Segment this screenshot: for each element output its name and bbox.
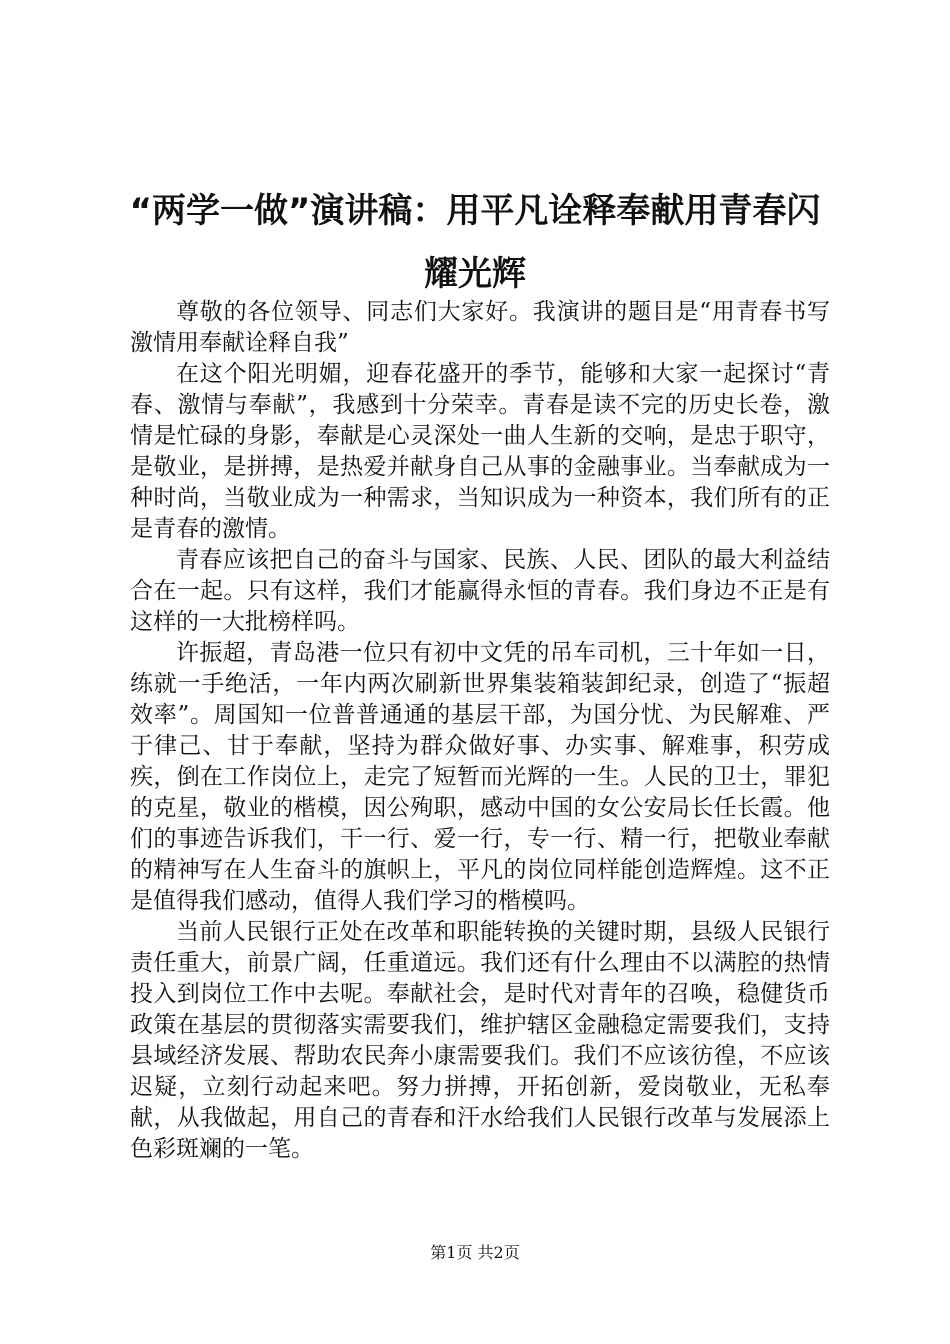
page-number: 第1页 共2页: [430, 1243, 520, 1262]
paragraph-greeting: 尊敬的各位领导、同志们大家好。我演讲的题目是“用青春书写激情用奉献诠释自我”: [130, 299, 830, 356]
paragraph-introduction: 在这个阳光明媚，迎春花盛开的季节，能够和大家一起探讨“青春、激情与奉献”，我感到十分荣幸。青春是读不完的历史长卷，激情是忙碌的身影，奉献是心灵深处一曲人生新的交响，是忠于职守，是敬业，是拼搏，是热爱并献身自己从事的金融事业。当奉献成为一种时尚，当敬业成为一种需求，当知识成为一种资本，我们所有的正是青春的激情。: [130, 361, 830, 542]
paragraph-role-models: 许振超，青岛港一位只有初中文凭的吊车司机，三十年如一日，练就一手绝活，一年内两次刷新世界集装箱装卸纪录，创造了“振超效率”。周国知一位普普通通的基层干部，为国分忧、为民解难、严于律己、甘于奉献，坚持为群众做好事、办实事、解难事，积劳成疾，倒在工作岗位上，走完了短暂而光辉的一生。人民的卫士，罪犯的克星，敬业的楷模，因公殉职，感动中国的女公安局长任长霞。他们的事迹告诉我们，干一行、爱一行，专一行、精一行，把敬业奉献的精神写在人生奋斗的旗帜上，平凡的岗位同样能创造辉煌。这不正是值得我们感动，值得人我们学习的楷模吗。: [130, 640, 830, 914]
paragraph-youth-goals: 青春应该把自己的奋斗与国家、民族、人民、团队的最大利益结合在一起。只有这样，我们才能赢得永恒的青春。我们身边不正是有这样的一大批榜样吗。: [130, 547, 830, 635]
document-title: “两学一做”演讲稿：用平凡诠释奉献用青春闪耀光辉: [129, 191, 821, 294]
paragraph-call-to-action: 当前人民银行正处在改革和职能转换的关键时期，县级人民银行责任重大，前景广阔，任重道远。我们还有什么理由不以满腔的热情投入到岗位工作中去呢。奉献社会，是时代对青年的召唤，稳健货币政策在基层的贯彻落实需要我们，维护辖区金融稳定需要我们，支持县域经济发展、帮助农民奔小康需要我们。我们不应该彷徨，不应该迟疑，立刻行动起来吧。努力拼搏，开拓创新，爱岗敬业，无私奉献，从我做起，用自己的青春和汗水给我们人民银行改革与发展添上色彩斑斓的一笔。: [130, 919, 830, 1162]
document-body: [130, 297, 830, 1165]
